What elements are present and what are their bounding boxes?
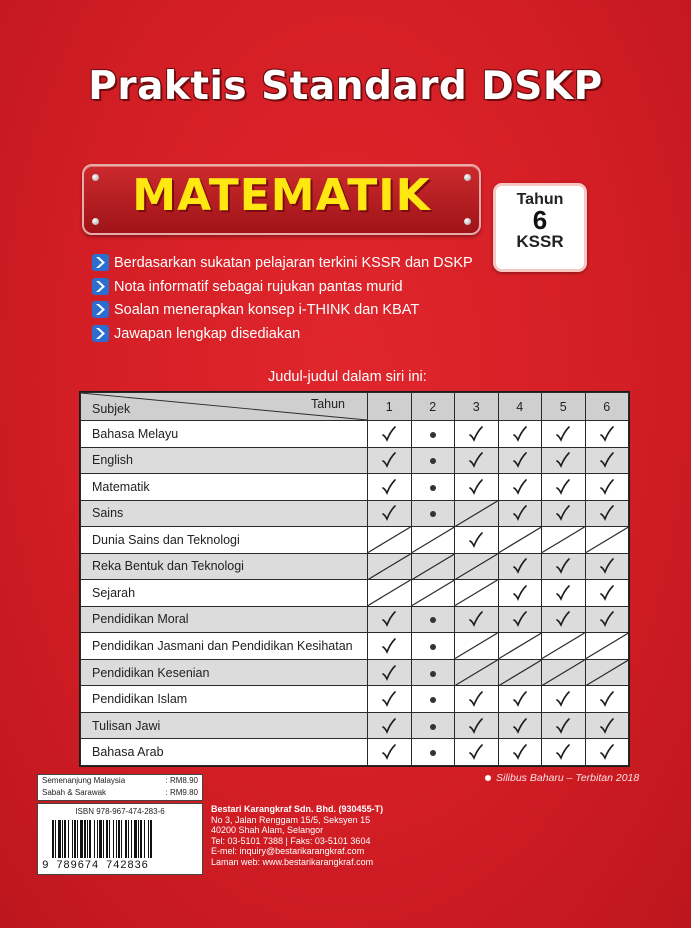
not-available-slash: [411, 553, 455, 580]
price-amount: : RM8.90: [165, 776, 198, 785]
not-available-slash: [585, 659, 629, 686]
check-icon: [368, 474, 412, 501]
new-syllabus-dot-icon: [411, 474, 455, 501]
publisher-address-line: No 3, Jalan Renggam 15/5, Seksyen 15: [211, 814, 371, 825]
check-icon: [498, 447, 542, 474]
check-icon: [368, 712, 412, 739]
check-icon: [585, 421, 629, 448]
year-column-header: 4: [498, 393, 542, 421]
syllabus-note-text: Silibus Baharu – Terbitan 2018: [496, 772, 640, 784]
check-icon: [542, 500, 586, 527]
new-syllabus-dot-icon: [411, 659, 455, 686]
subject-name: Matematik: [81, 474, 368, 501]
check-icon: [455, 739, 499, 766]
check-icon: [585, 686, 629, 713]
check-icon: [585, 447, 629, 474]
check-icon: [455, 474, 499, 501]
series-table: [80, 392, 629, 766]
check-icon: [455, 527, 499, 554]
check-icon: [585, 500, 629, 527]
table-row: [81, 739, 629, 766]
table-row: [81, 527, 629, 554]
not-available-slash: [455, 500, 499, 527]
subject-name: Reka Bentuk dan Teknologi: [81, 553, 368, 580]
feature-text: Nota informatif sebagai rujukan pantas murid: [114, 278, 403, 295]
check-icon: [455, 447, 499, 474]
year-column-header: 3: [455, 393, 499, 421]
not-available-slash: [498, 527, 542, 554]
check-icon: [455, 686, 499, 713]
not-available-slash: [411, 527, 455, 554]
subject-name: Pendidikan Islam: [81, 686, 368, 713]
year-badge-number: 6: [532, 205, 548, 235]
not-available-slash: [498, 633, 542, 660]
check-icon: [368, 633, 412, 660]
check-icon: [542, 686, 586, 713]
check-icon: [585, 739, 629, 766]
not-available-slash: [368, 527, 412, 554]
price-row: [38, 787, 202, 799]
check-icon: [455, 421, 499, 448]
publisher-website: Laman web: www.bestarikarangkraf.com: [211, 856, 374, 867]
barcode-digits: 9 789674 742836: [42, 860, 149, 872]
table-row: [81, 447, 629, 474]
not-available-slash: [542, 659, 586, 686]
publisher-email: E-mel: inquiry@bestarikarangkraf.com: [211, 846, 365, 856]
bullet-dot-icon: [485, 775, 491, 781]
publisher-phone: Tel: 03-5101 7388 | Faks: 03-5101 3604: [211, 835, 371, 846]
subject-name: Pendidikan Kesenian: [81, 659, 368, 686]
subject-name: Tulisan Jawi: [81, 712, 368, 739]
check-icon: [498, 686, 542, 713]
year-column-header: 6: [585, 393, 629, 421]
check-icon: [498, 474, 542, 501]
price-row: [38, 775, 202, 787]
barcode-icon: [52, 820, 188, 858]
check-icon: [585, 712, 629, 739]
feature-text: Jawapan lengkap disediakan: [114, 325, 301, 342]
year-column-header: 1: [368, 393, 412, 421]
subject-name: English: [81, 447, 368, 474]
new-syllabus-dot-icon: [411, 606, 455, 633]
book-title: Praktis Standard DSKP: [88, 64, 603, 109]
check-icon: [542, 447, 586, 474]
not-available-slash: [498, 659, 542, 686]
chevron-right-icon: [92, 301, 109, 318]
table-row: [81, 659, 629, 686]
check-icon: [368, 659, 412, 686]
subject-name: Sains: [81, 500, 368, 527]
table-row: [81, 712, 629, 739]
check-icon: [368, 606, 412, 633]
check-icon: [542, 580, 586, 607]
check-icon: [455, 712, 499, 739]
table-row: [81, 500, 629, 527]
check-icon: [368, 421, 412, 448]
syllabus-note: [485, 772, 639, 784]
isbn-label: ISBN 978-967-474-283-6: [75, 807, 165, 816]
check-icon: [542, 474, 586, 501]
subject-name: Pendidikan Jasmani dan Pendidikan Kesihatan: [81, 633, 368, 660]
not-available-slash: [455, 633, 499, 660]
new-syllabus-dot-icon: [411, 421, 455, 448]
publisher-name: Bestari Karangkraf Sdn. Bhd.: [211, 804, 337, 814]
new-syllabus-dot-icon: [411, 686, 455, 713]
subject-name: Dunia Sains dan Teknologi: [81, 527, 368, 554]
not-available-slash: [368, 553, 412, 580]
check-icon: [498, 712, 542, 739]
check-icon: [368, 447, 412, 474]
subject-title: MATEMATIK: [132, 170, 431, 221]
table-row: [81, 421, 629, 448]
price-region: Semenanjung Malaysia: [42, 776, 126, 785]
subject-name: Pendidikan Moral: [81, 606, 368, 633]
price-box: [37, 774, 203, 801]
table-row: [81, 633, 629, 660]
check-icon: [498, 553, 542, 580]
table-row: [81, 686, 629, 713]
check-icon: [585, 606, 629, 633]
check-icon: [542, 606, 586, 633]
table-row: [81, 606, 629, 633]
subject-name: Sejarah: [81, 580, 368, 607]
year-badge: [493, 183, 587, 272]
check-icon: [498, 606, 542, 633]
check-icon: [498, 580, 542, 607]
not-available-slash: [411, 580, 455, 607]
check-icon: [498, 500, 542, 527]
check-icon: [368, 739, 412, 766]
price-region: Sabah & Sarawak: [42, 788, 107, 797]
subject-name: Bahasa Melayu: [81, 421, 368, 448]
feature-text: Soalan menerapkan konsep i-THINK dan KBAT: [114, 302, 420, 318]
table-row: [81, 474, 629, 501]
year-column-header: 2: [411, 393, 455, 421]
feature-item: [92, 300, 473, 324]
not-available-slash: [585, 527, 629, 554]
not-available-slash: [585, 633, 629, 660]
table-row: [81, 580, 629, 607]
subject-plate: [82, 164, 481, 235]
corner-year-label: Tahun: [310, 397, 345, 411]
check-icon: [542, 421, 586, 448]
check-icon: [542, 553, 586, 580]
subject-name: Bahasa Arab: [81, 739, 368, 766]
table-row: [81, 553, 629, 580]
new-syllabus-dot-icon: [411, 633, 455, 660]
new-syllabus-dot-icon: [411, 739, 455, 766]
check-icon: [368, 686, 412, 713]
new-syllabus-dot-icon: [411, 500, 455, 527]
not-available-slash: [455, 580, 499, 607]
feature-text: Berdasarkan sukatan pelajaran terkini KSSR dan DSKP: [114, 255, 473, 271]
check-icon: [368, 500, 412, 527]
feature-item: [92, 253, 473, 277]
new-syllabus-dot-icon: [411, 447, 455, 474]
new-syllabus-dot-icon: [411, 712, 455, 739]
not-available-slash: [455, 659, 499, 686]
not-available-slash: [542, 633, 586, 660]
chevron-right-icon: [92, 254, 109, 271]
table-header-row: [81, 393, 629, 421]
publisher-address-line: 40200 Shah Alam, Selangor: [211, 825, 324, 835]
feature-item: [92, 324, 473, 348]
corner-subject-label: Subjek: [92, 402, 131, 416]
series-heading: Judul-judul dalam siri ini:: [268, 369, 427, 385]
chevron-right-icon: [92, 278, 109, 295]
price-amount: : RM9.80: [165, 788, 198, 797]
check-icon: [498, 739, 542, 766]
feature-list: [92, 253, 473, 347]
check-icon: [542, 739, 586, 766]
year-badge-curriculum: KSSR: [516, 232, 564, 251]
table-corner-cell: [81, 393, 368, 421]
publisher-block: [211, 804, 383, 867]
check-icon: [455, 606, 499, 633]
check-icon: [585, 474, 629, 501]
check-icon: [498, 421, 542, 448]
year-badge-label: Tahun: [516, 191, 564, 208]
not-available-slash: [455, 553, 499, 580]
isbn-barcode: [37, 803, 203, 875]
year-column-header: 5: [542, 393, 586, 421]
not-available-slash: [368, 580, 412, 607]
check-icon: [585, 553, 629, 580]
publisher-reg: (930455-T): [338, 804, 384, 814]
check-icon: [542, 712, 586, 739]
not-available-slash: [542, 527, 586, 554]
feature-item: [92, 277, 473, 301]
check-icon: [585, 580, 629, 607]
chevron-right-icon: [92, 325, 109, 342]
